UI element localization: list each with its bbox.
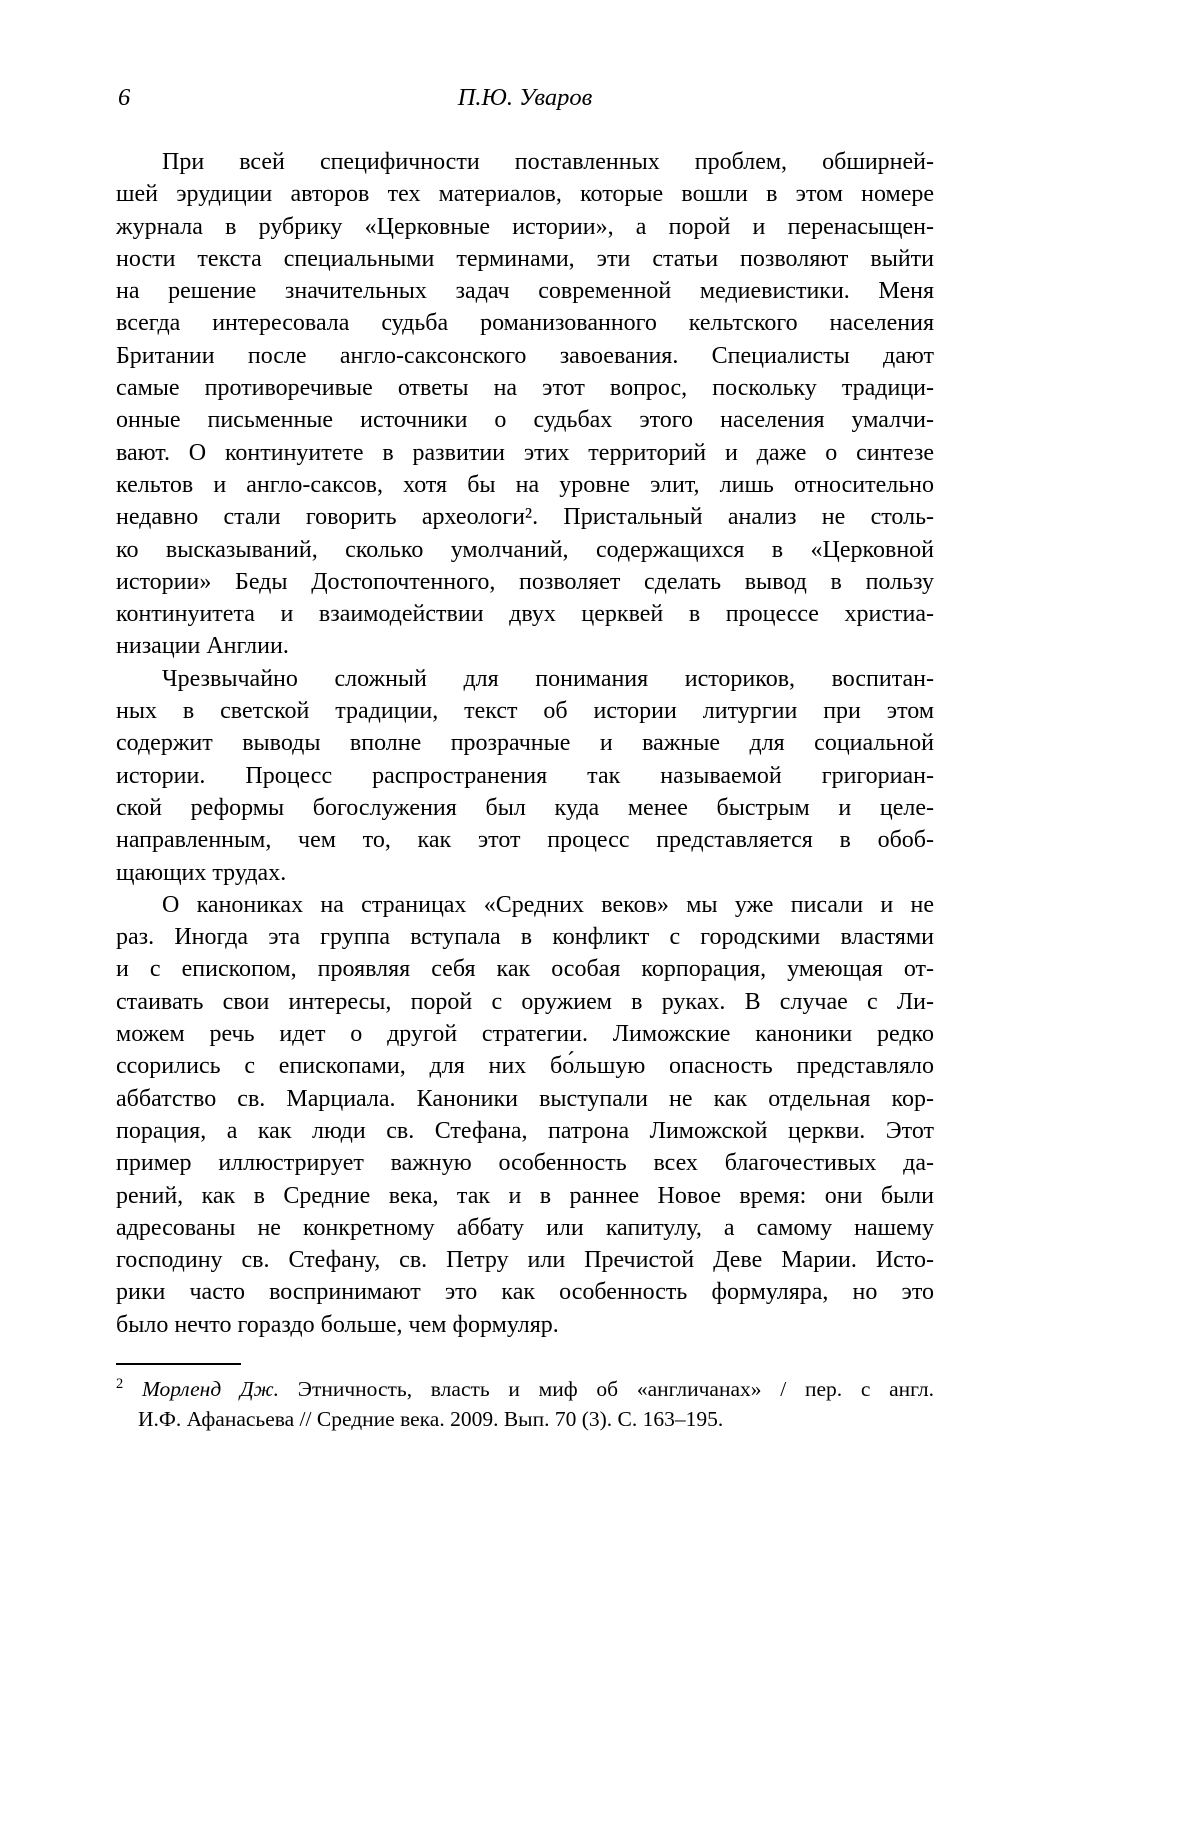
text-line: низации Англии. — [116, 633, 289, 660]
text-line: континуитета и взаимодействии двух церквей в процессе христиа- — [116, 601, 934, 628]
text-line: и с епископом, проявляя себя как особая корпорация, умеющая от- — [116, 956, 934, 983]
text-line: направленным, чем то, как этот процесс представляется в обоб- — [116, 827, 934, 854]
paragraph — [116, 146, 934, 663]
page-content — [116, 83, 934, 1435]
text-line: вают. О континуитете в развитии этих территорий и даже о синтезе — [116, 439, 934, 466]
footnote-text: И.Ф. Афанасьева // Средние века. 2009. Вып. 70 (3). С. 163–195. — [138, 1407, 724, 1432]
footnote-rule — [116, 1363, 241, 1365]
text-line: ности текста специальными терминами, эти статьи позволяют выйти — [116, 245, 934, 272]
paragraph — [116, 889, 934, 1341]
text-line: порация, а как люди св. Стефана, патрона Лиможской церкви. Этот — [116, 1117, 934, 1144]
text-line: щающих трудах. — [116, 859, 287, 886]
text-line: ссорились с епископами, для них бо́льшую опасность представляло — [116, 1053, 934, 1080]
body-paragraphs — [116, 146, 934, 1341]
text-line: было нечто гораздо больше, чем формуляр. — [116, 1311, 559, 1338]
text-line: адресованы не конкретному аббату или капитулу, а самому нашему — [116, 1214, 934, 1241]
text-line: журнала в рубрику «Церковные истории», а порой и перенасыщен- — [116, 213, 934, 240]
text-line: Чрезвычайно сложный для понимания историков, воспитан- — [162, 665, 934, 692]
text-line: рений, как в Средние века, так и в раннее Новое время: они были — [116, 1182, 934, 1209]
paragraph — [116, 663, 934, 889]
text-line: можем речь идет о другой стратегии. Лиможские каноники редко — [116, 1021, 934, 1048]
footnote-text: Этничность, власть и миф об «англичанах» / пер. с англ. — [279, 1376, 934, 1401]
text-line: раз. Иногда эта группа вступала в конфликт с городскими властями — [116, 924, 934, 951]
page-number: 6 — [118, 84, 131, 111]
text-line: ных в светской традиции, текст об истории литургии при этом — [116, 698, 934, 725]
text-line: онные письменные источники о судьбах этого населения умалчи- — [116, 407, 934, 434]
footnote-line — [116, 1374, 934, 1405]
text-line: истории. Процесс распространения так называемой григориан- — [116, 762, 934, 789]
text-line: самые противоречивые ответы на этот вопрос, поскольку традици- — [116, 375, 934, 402]
footnote-author: Морленд Дж. — [141, 1376, 280, 1401]
text-line: ской реформы богослужения был куда менее быстрым и целе- — [116, 794, 934, 821]
text-line: ко высказываний, сколько умолчаний, содержащихся в «Церковной — [116, 536, 934, 563]
text-line: Британии после англо-саксонского завоевания. Специалисты дают — [116, 342, 934, 369]
text-line: пример иллюстрирует важную особенность всех благочестивых да- — [116, 1150, 934, 1177]
footnote-text — [123, 1377, 142, 1401]
text-line: кельтов и англо-саксов, хотя бы на уровне элит, лишь относительно — [116, 471, 934, 498]
text-line: содержит выводы вполне прозрачные и важные для социальной — [116, 730, 934, 757]
text-line: О канониках на страницах «Средних веков» мы уже писали и не — [162, 891, 934, 918]
text-line: шей эрудиции авторов тех материалов, которые вошли в этом номере — [116, 181, 934, 208]
running-header: П.Ю. Уваров — [457, 84, 593, 111]
footnote-line — [116, 1404, 934, 1435]
text-line: господину св. Стефану, св. Петру или Пречистой Деве Марии. Исто- — [116, 1247, 934, 1274]
text-line: При всей специфичности поставленных проблем, обширней- — [162, 149, 934, 175]
text-line: недавно стали говорить археологи². Пристальный анализ не столь- — [116, 504, 934, 531]
text-line: на решение значительных задач современной медиевистики. Меня — [116, 278, 934, 305]
text-line: всегда интересовала судьба романизованного кельтского населения — [116, 310, 934, 337]
text-line: истории» Беды Достопочтенного, позволяет сделать вывод в пользу — [116, 568, 934, 595]
text-line: стаивать свои интересы, порой с оружием в руках. В случае с Ли- — [116, 988, 934, 1015]
text-line: рики часто воспринимают это как особенность формуляра, но это — [116, 1279, 934, 1306]
footnote — [116, 1374, 934, 1435]
text-line: аббатство св. Марциала. Каноники выступали не как отдельная кор- — [116, 1085, 934, 1112]
footnote-marker: 2 — [116, 1375, 124, 1392]
page-header — [116, 83, 934, 113]
